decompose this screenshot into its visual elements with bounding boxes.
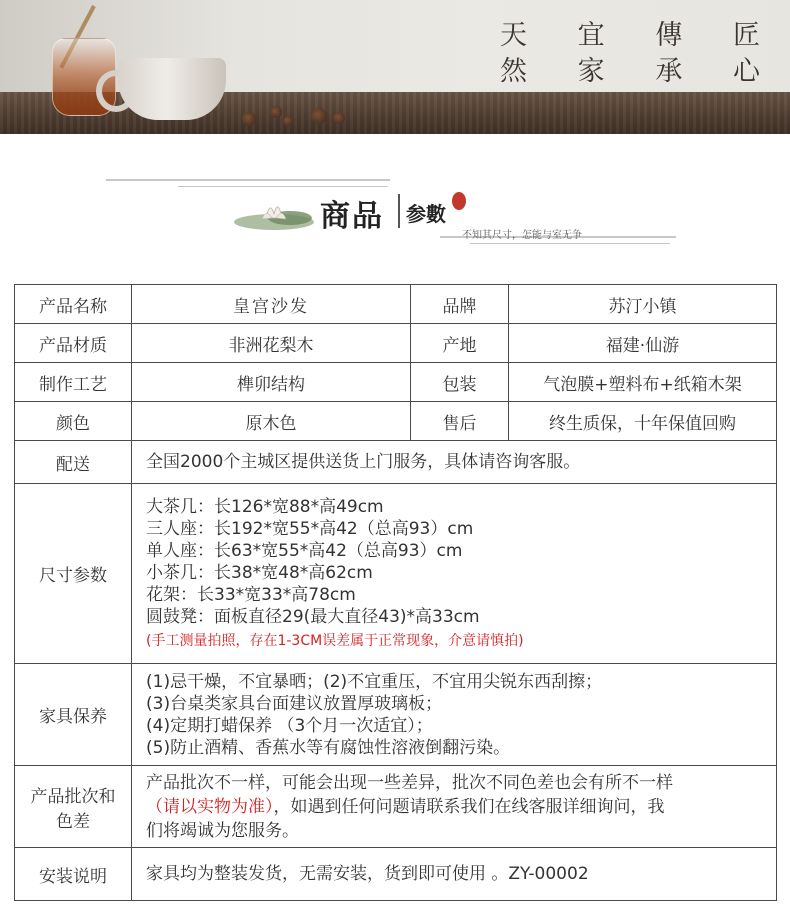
delivery-value: 全国2000个主城区提供送货上门服务，具体请咨询客服。: [132, 441, 777, 484]
name-value: 皇宫沙发: [132, 285, 411, 324]
batch-label: [15, 766, 132, 848]
banner-char: 宜: [577, 20, 605, 51]
tea-cup: [118, 58, 226, 120]
craft-value: 榫卯结构: [132, 363, 411, 402]
name-label: 产品名称: [15, 285, 132, 324]
table-row: [15, 324, 777, 363]
install-value: 家具均为整装发货，无需安装，货到即可使用 。ZY-00002: [132, 848, 777, 901]
table-row: [15, 363, 777, 402]
color-value: 原木色: [132, 402, 411, 441]
pine-cone-icon: [283, 116, 293, 126]
size-line: 大茶几：长126*宽88*高49cm: [146, 496, 384, 517]
pine-cone-icon: [333, 112, 345, 124]
size-line: 单人座：长63*宽55*高42（总高93）cm: [146, 540, 463, 561]
craft-label: 制作工艺: [15, 363, 132, 402]
table-row: [15, 766, 777, 848]
section-subtitle: 参數: [406, 202, 446, 226]
size-line: 花架：长33*宽33*高78cm: [146, 584, 356, 605]
batch-line: [146, 795, 776, 819]
section-title-divider: [398, 194, 400, 228]
brand-value: 苏汀小镇: [509, 285, 777, 324]
banner-char: 天: [500, 20, 527, 51]
banner-char: 傳: [655, 20, 683, 51]
banner-char: 然: [500, 56, 527, 87]
care-label: 家具保养: [15, 664, 132, 766]
lotus-icon: [232, 192, 316, 232]
origin-value: 福建·仙游: [509, 324, 777, 363]
divider: [470, 243, 670, 244]
red-seal-icon: [452, 192, 466, 210]
size-note: (手工测量拍照，存在1-3CM误差属于正常现象，介意请慎拍): [146, 632, 524, 649]
package-value: 气泡膜+塑料布+纸箱木架: [509, 363, 777, 402]
size-line: 圆鼓凳：面板直径29(最大直径43)*高33cm: [146, 606, 480, 627]
banner-title-line-2: [500, 54, 760, 90]
size-values: [132, 484, 777, 664]
banner-char: 家: [577, 56, 605, 87]
batch-line-rest: ，如遇到任何问题请联系我们在线客服详细询问，我: [273, 796, 665, 817]
banner-title: [500, 18, 760, 90]
material-value: 非洲花梨木: [132, 324, 411, 363]
spec-table: [14, 284, 777, 901]
after-sale-label: 售后: [411, 402, 509, 441]
divider: [178, 186, 388, 187]
banner-title-line-1: [500, 18, 760, 54]
after-sale-value: 终生质保，十年保值回购: [509, 402, 777, 441]
banner-char: 承: [655, 56, 683, 87]
banner-char: 心: [732, 56, 760, 87]
section-tagline: 不知其尺寸，怎能与室无争: [462, 230, 582, 241]
section-title: 商品: [320, 199, 384, 234]
origin-label: 产地: [411, 324, 509, 363]
batch-line: 们将竭诚为您服务。: [146, 820, 299, 841]
pine-cone-icon: [242, 112, 256, 126]
banner-char: 匠: [732, 20, 760, 51]
size-label: 尺寸参数: [15, 484, 132, 664]
table-row: [15, 402, 777, 441]
batch-line: 产品批次不一样，可能会出现一些差异，批次不同色差也会有所不一样: [146, 772, 673, 793]
batch-label-line: 产品批次和: [30, 786, 116, 807]
pine-cone-icon: [311, 108, 327, 124]
care-line: (1)忌干燥，不宜暴晒；(2)不宜重压，不宜用尖锐东西刮擦；: [146, 671, 603, 692]
color-label: 颜色: [15, 402, 132, 441]
install-label: 安装说明: [15, 848, 132, 901]
care-line: (3)台桌类家具台面建议放置厚玻璃板；: [146, 693, 443, 714]
table-row: [15, 484, 777, 664]
package-label: 包装: [411, 363, 509, 402]
table-row: [15, 664, 777, 766]
brand-label: 品牌: [411, 285, 509, 324]
divider: [106, 179, 390, 181]
batch-note-red: （请以实物为准）: [146, 796, 274, 817]
batch-values: [132, 766, 777, 848]
batch-label-line: 色差: [56, 811, 90, 832]
size-line: 小茶几：长38*宽48*高62cm: [146, 562, 373, 583]
banner-image: [0, 0, 790, 134]
table-row: [15, 848, 777, 901]
care-line: (5)防止酒精、香蕉水等有腐蚀性溶液倒翻污染。: [146, 737, 511, 758]
material-label: 产品材质: [15, 324, 132, 363]
care-line: (4)定期打蜡保养 （3个月一次适宜）；: [146, 715, 433, 736]
delivery-label: 配送: [15, 441, 132, 484]
care-values: [132, 664, 777, 766]
table-row: [15, 285, 777, 324]
pine-cone-icon: [270, 106, 282, 118]
table-row: [15, 441, 777, 484]
size-line: 三人座：长192*宽55*高42（总高93）cm: [146, 518, 474, 539]
